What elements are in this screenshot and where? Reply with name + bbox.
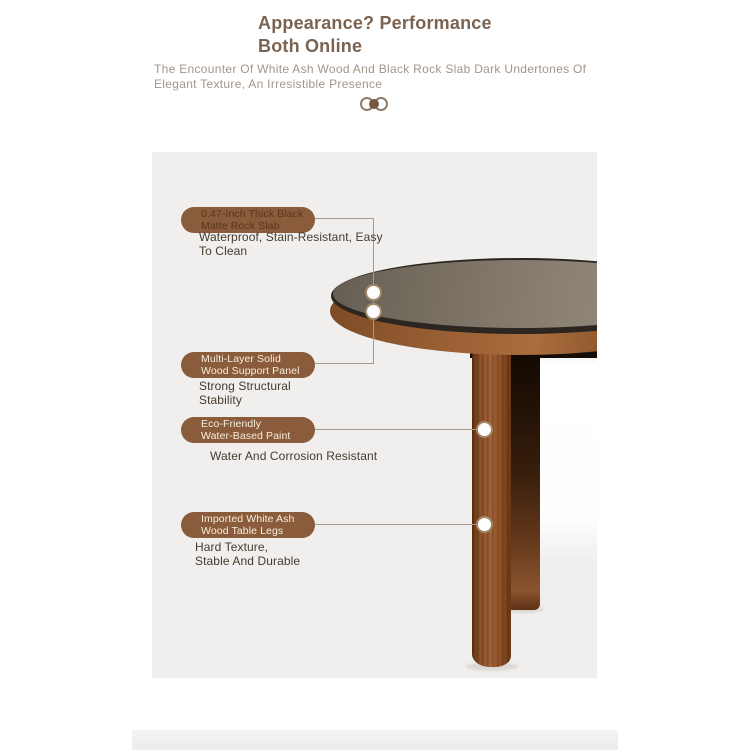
page-title-line1: Appearance? Performance: [258, 13, 492, 33]
callout-caption-paint: [210, 449, 377, 463]
callout-pill-support-panel: [181, 352, 315, 378]
callout-line: [315, 524, 485, 525]
callout-line: [315, 429, 485, 430]
pill-label-line1: Imported White Ash: [201, 512, 295, 525]
pill-label-line2: Wood Support Panel: [201, 365, 300, 377]
page-title-line2: Both Online: [258, 36, 363, 56]
pill-label-line2: Water-Based Paint: [201, 430, 291, 442]
callout-marker-leg: [476, 516, 493, 533]
page-subtitle-line1: The Encounter Of White Ash Wood And Black Rock Slab Dark Undertones Of: [154, 62, 587, 76]
carousel-indicator[interactable]: [358, 96, 392, 112]
callout-caption-rock-slab: [199, 230, 383, 258]
pill-label-line2: Matte Rock Slab: [201, 220, 280, 232]
callout-marker-wood-edge: [365, 303, 382, 320]
callout-marker-slab: [365, 284, 382, 301]
pill-label-line1: Multi-Layer Solid: [201, 352, 281, 365]
pill-label-line1: 0.47-Inch Thick Black: [201, 207, 304, 220]
pill-label-line2: Wood Table Legs: [201, 525, 284, 537]
callout-pill-paint: [181, 417, 315, 443]
caption-line2: Stable And Durable: [195, 554, 301, 568]
product-image: [152, 152, 597, 678]
table-rear-leg: [507, 334, 540, 610]
page-subtitle-line2: Elegant Texture, An Irresistible Presence: [154, 77, 383, 91]
callout-line: [313, 218, 374, 219]
callout-line: [315, 363, 374, 364]
caption-line2: To Clean: [199, 244, 248, 258]
caption-line1: Water And Corrosion Resistant: [210, 449, 378, 463]
page-subtitle: [154, 62, 586, 92]
table-front-leg: [472, 320, 511, 667]
callout-pill-table-legs: [181, 512, 315, 538]
caption-line1: Waterproof, Stain-Resistant, Easy: [199, 230, 383, 244]
caption-line1: Hard Texture,: [195, 540, 269, 554]
callout-caption-support-panel: [199, 379, 291, 407]
caption-line1: Strong Structural: [199, 379, 291, 393]
callout-caption-table-legs: [195, 540, 300, 568]
pill-label-line1: Eco-Friendly: [201, 417, 262, 430]
photo-highlight: [540, 352, 597, 562]
next-section-preview: [132, 730, 618, 750]
caption-line2: Stability: [199, 393, 242, 407]
page-title: [258, 12, 492, 58]
callout-marker-paint: [476, 421, 493, 438]
carousel-active-dot-icon: [369, 99, 379, 109]
